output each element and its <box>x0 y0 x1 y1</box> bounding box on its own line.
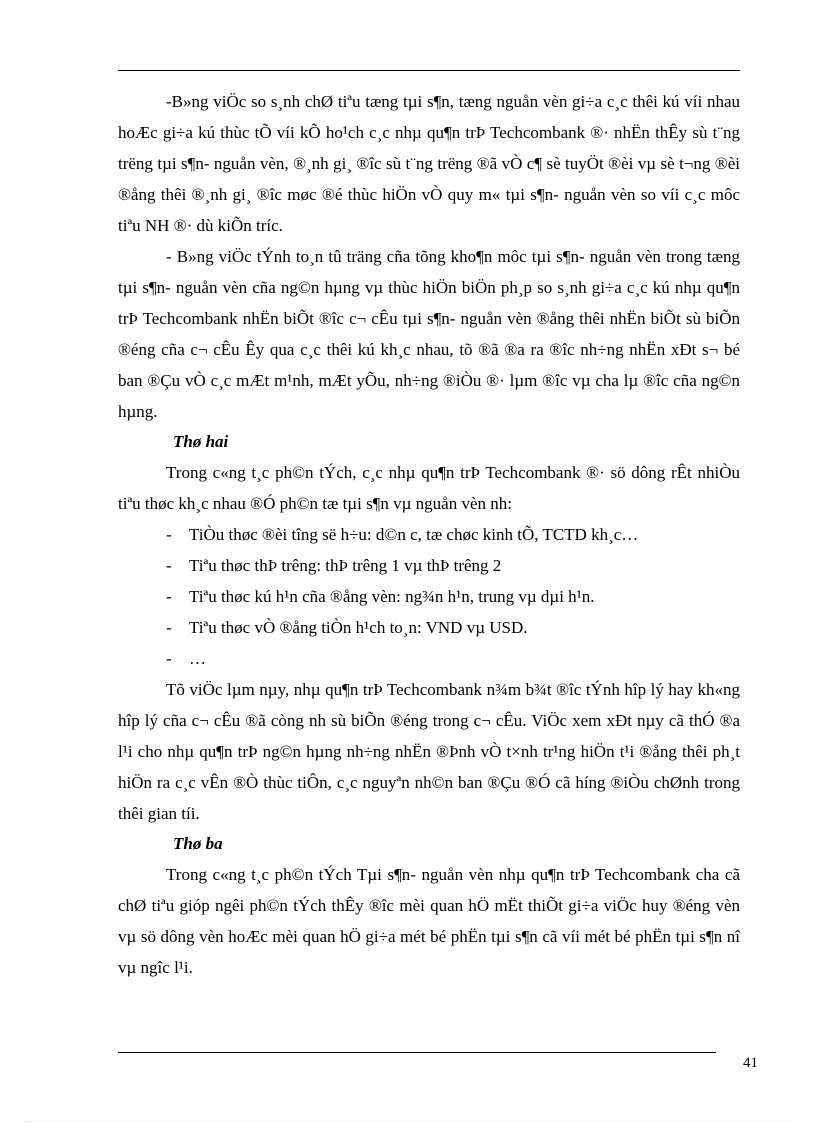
heading-second: Thø hai <box>173 432 229 451</box>
document-body <box>118 86 740 983</box>
paragraph-4: Tõ viÖc lµm nµy, nhµ qu¶n trÞ Techcombank n¾m b¾t ®îc tÝnh hîp lý hay kh«ng hîp lý cña c¬ cÊu ®ã còng nh sù biÕn ®éng trong c¬ cÊu. ViÖc xem xÐt nµy cã thÓ ®a l¹i cho nhµ qu¶n trÞ ng©n hµng nh÷ng nhËn ®Þnh vÒ t×nh tr¹ng hiÖn t¹i ®ång thêi ph¸t hiÖn ra c¸c vÊn ®Ò thùc tiÔn, c¸c nguyªn nh©n ban ®Çu ®Ó cã híng ®iÒu chØnh trong thêi gian tíi. <box>118 680 740 823</box>
list-item-text: … <box>189 649 206 668</box>
list-item-text: TiÒu thøc ®èi tîng së h÷u: d©n c, tæ chøc kinh tÕ, TCTD kh¸c… <box>189 525 639 544</box>
paragraph-5: Trong c«ng t¸c ph©n tÝch Tµi s¶n- nguån vèn nhµ qu¶n trÞ Techcombank cha cã chØ tiªu gióp ngêi ph©n tÝch thÊy ®îc mèi quan hÖ mËt thiÕt gi÷a viÖc huy ®éng vèn vµ sö dông vèn hoÆc mèi quan hÖ gi÷a mét bé phËn tµi s¶n cã víi mét bé phËn tµi s¶n nî vµ ngîc l¹i. <box>118 865 740 977</box>
paragraph-1: -B»ng viÖc so s¸nh chØ tiªu tæng tµi s¶n, tæng nguån vèn gi÷a c¸c thêi kú víi nhau hoÆc gi÷a kú thùc tÕ víi kÕ ho¹ch c¸c nhµ qu¶n trÞ Techcombank ®· nhËn thÊy sù t¨ng trëng tµi s¶n- nguån vèn, ®¸nh gi¸ ®îc sù t¨ng trëng ®ã vÒ c¶ sè tuyÖt ®èi vµ sè t¬ng ®èi ®ång thêi ®¸nh gi¸ ®îc møc ®é thùc hiÖn vÒ quy m« tµi s¶n- nguån vèn so víi c¸c môc tiªu NH ®· dù kiÕn tríc. <box>118 92 740 235</box>
heading-third: Thø ba <box>173 834 223 853</box>
paragraph-2: - B»ng viÖc tÝnh to¸n tû träng cña tõng kho¶n môc tµi s¶n- nguån vèn trong tæng tµi s¶n- nguån vèn cña ng©n hµng vµ thùc hiÖn biÖn ph¸p so s¸nh gi÷a c¸c kú nhµ qu¶n trÞ Techcombank nhËn biÕt ®îc c¬ cÊu tµi s¶n- nguån vèn ®ång thêi nhËn biÕt sù biÕn ®éng cña c¬ cÊu Êy qua c¸c thêi kú kh¸c nhau, tõ ®ã ®a ra ®îc nh÷ng nhËn xÐt s¬ bé ban ®Çu vÒ c¸c mÆt m¹nh, mÆt yÕu, nh÷ng ®iÒu ®· lµm ®îc vµ cha lµ ®îc cña ng©n hµng. <box>118 247 740 421</box>
footer-rule <box>118 1052 716 1053</box>
dash-bullet: - <box>166 587 172 606</box>
list-item <box>118 643 740 674</box>
page-number: 41 <box>743 1055 758 1071</box>
dash-bullet: - <box>166 556 172 575</box>
list-item-text: Tiªu thøc kú h¹n cña ®ång vèn: ng¾n h¹n, trung vµ dµi h¹n. <box>189 587 595 606</box>
list-item-text: Tiªu thøc thÞ trêng: thÞ trêng 1 vµ thÞ trêng 2 <box>189 556 502 575</box>
paragraph-3: Trong c«ng t¸c ph©n tÝch, c¸c nhµ qu¶n trÞ Techcombank ®· sö dông rÊt nhiÒu tiªu thøc kh¸c nhau ®Ó ph©n tæ tµi s¶n vµ nguån vèn nh: <box>118 463 740 513</box>
list-item <box>118 612 740 643</box>
list-item-text: Tiªu thøc vÒ ®ång tiÒn h¹ch to¸n: VND vµ USD. <box>189 618 528 637</box>
page-edge-dotted-line <box>24 1121 792 1122</box>
list-item <box>118 581 740 612</box>
list-item <box>118 550 740 581</box>
header-rule <box>118 70 740 71</box>
dash-bullet: - <box>166 525 172 544</box>
dash-bullet: - <box>166 618 172 637</box>
dash-bullet: - <box>166 649 172 668</box>
list-item <box>118 519 740 550</box>
criteria-list <box>118 519 740 674</box>
